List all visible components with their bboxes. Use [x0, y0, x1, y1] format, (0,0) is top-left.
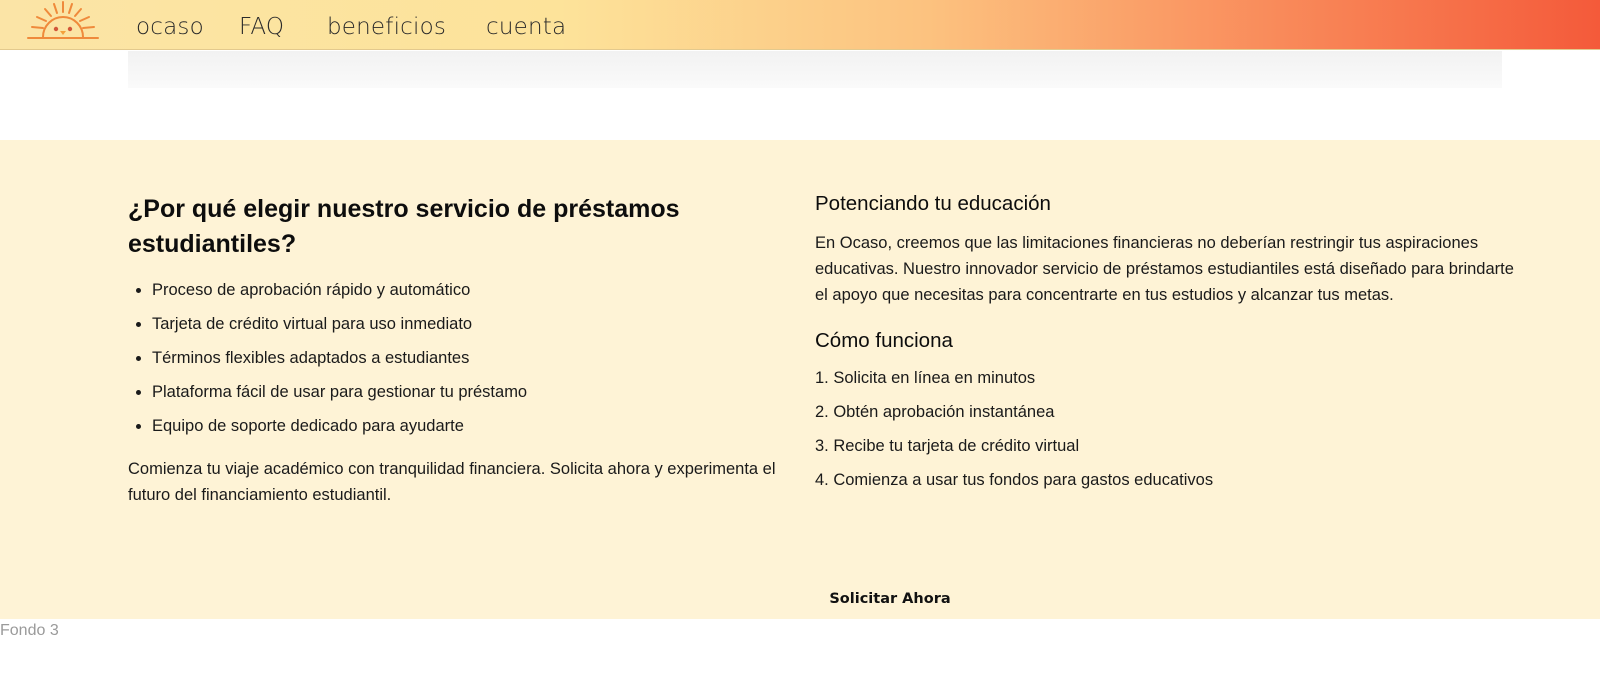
education-intro: En Ocaso, creemos que las limitaciones financieras no deberían restringir tus aspiraciones educativas. Nuestro innovador servicio de préstamos estudiantiles está diseñado para brindarte el apoyo que necesitas para concentrarte en tus estudios y alcanzar tus metas.	[815, 234, 1514, 304]
education-column	[815, 192, 1515, 607]
benefit-item: • Equipo de soporte dedicado para ayudarte	[152, 416, 788, 436]
step-item: 2. Obtén aprobación instantánea	[815, 403, 1055, 421]
benefit-item: • Términos flexibles adaptados a estudiantes	[152, 348, 788, 368]
how-it-works-title: Cómo funciona	[815, 329, 953, 352]
background-image-placeholder: Fondo 3	[0, 622, 59, 639]
top-navigation-bar	[0, 0, 1600, 50]
benefit-item: • Proceso de aprobación rápido y automático	[152, 280, 788, 300]
sun-mascot-icon[interactable]	[24, 0, 102, 44]
nav-link-ocaso[interactable]: ocaso	[136, 14, 204, 40]
step-item: 4. Comienza a usar tus fondos para gastos educativos	[815, 471, 1214, 489]
step-item: 3. Recibe tu tarjeta de crédito virtual	[815, 437, 1080, 455]
nav-link-beneficios[interactable]: beneficios	[327, 14, 447, 40]
benefits-list	[128, 280, 788, 436]
benefit-item: • Plataforma fácil de usar para gestionar tu préstamo	[152, 382, 788, 402]
apply-now-button[interactable]: Solicitar Ahora	[815, 587, 965, 611]
step-item: 1. Solicita en línea en minutos	[815, 369, 1036, 387]
steps-list	[815, 368, 1515, 490]
nav-link-cuenta[interactable]: cuenta	[486, 14, 567, 40]
closing-paragraph: Comienza tu viaje académico con tranquilidad financiera. Solicita ahora y experimenta el futuro del financiamiento estudiantil.	[128, 460, 776, 504]
benefit-item: • Tarjeta de crédito virtual para uso inmediato	[152, 314, 788, 334]
info-section	[0, 140, 1600, 619]
banner-placeholder	[128, 51, 1502, 88]
why-choose-title: ¿Por qué elegir nuestro servicio de préstamos estudiantiles?	[128, 195, 680, 258]
why-choose-column	[128, 192, 788, 508]
education-title: Potenciando tu educación	[815, 192, 1051, 215]
nav-link-faq[interactable]: FAQ	[239, 14, 285, 40]
